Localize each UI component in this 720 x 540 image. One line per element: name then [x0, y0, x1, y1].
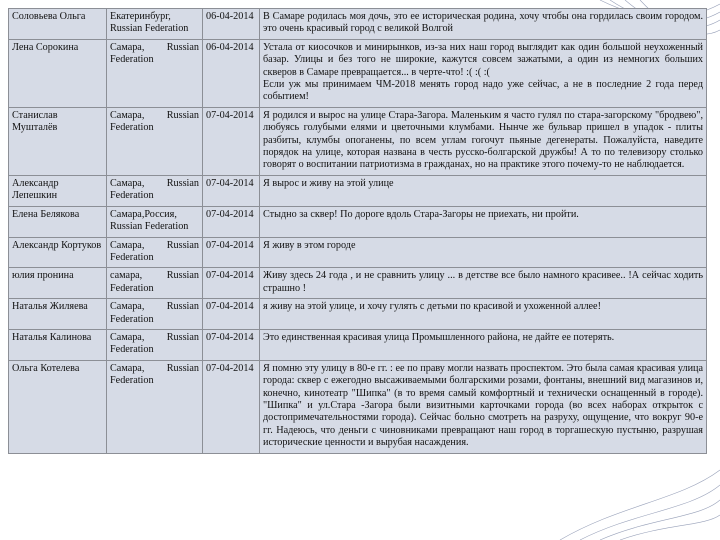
signer-name: Станислав Мушталёв — [9, 107, 107, 175]
petition-table-container — [8, 8, 706, 454]
table-row — [9, 175, 707, 206]
signer-name: Соловьева Ольга — [9, 9, 107, 40]
signer-location: Самара, Russian Federation — [107, 360, 203, 453]
petition-signatures-table — [8, 8, 707, 454]
table-row — [9, 39, 707, 107]
signature-date: 06-04-2014 — [203, 9, 260, 40]
signer-name: юлия пронина — [9, 268, 107, 299]
table-row — [9, 237, 707, 268]
signer-location: Самара, Russian Federation — [107, 299, 203, 330]
table-row — [9, 9, 707, 40]
signer-name: Наталья Калинова — [9, 329, 107, 360]
signer-location: Самара, Russian Federation — [107, 329, 203, 360]
signature-date: 07-04-2014 — [203, 206, 260, 237]
signer-name: Александр Лепешкин — [9, 175, 107, 206]
table-row — [9, 360, 707, 453]
signer-comment: Я вырос и живу на этой улице — [260, 175, 707, 206]
signature-date: 07-04-2014 — [203, 329, 260, 360]
signer-location: Екатеринбург, Russian Federation — [107, 9, 203, 40]
signer-location: Самара, Russian Federation — [107, 237, 203, 268]
signer-name: Наталья Жиляева — [9, 299, 107, 330]
signature-date: 07-04-2014 — [203, 299, 260, 330]
signer-location: Самара,Россия, Russian Federation — [107, 206, 203, 237]
corner-swoosh-bottom-right — [560, 470, 720, 540]
signer-comment: В Самаре родилась моя дочь, это ее историческая родина, хочу чтобы она гордилась своим городом. это очень красивый город с великой Волгой — [260, 9, 707, 40]
signer-location: Самара, Russian Federation — [107, 107, 203, 175]
signer-comment: Живу здесь 24 года , и не сравнить улицу ... в детстве все было намного красивее.. !А сейчас ходить страшно ! — [260, 268, 707, 299]
signer-name: Ольга Котелева — [9, 360, 107, 453]
signer-location: Самара, Russian Federation — [107, 39, 203, 107]
table-row — [9, 206, 707, 237]
table-row — [9, 107, 707, 175]
signer-name: Елена Белякова — [9, 206, 107, 237]
signer-comment: Устала от киосочков и минирынков, из-за них наш город выглядит как один большой неухоженный базар. Улицы и без того не широкие, кажутся совсем зажатыми, а один из немногих больших скверов в Самаре превращается... в черте-что! :( :( :( Если уж мы принимаем ЧМ-2018 менять город надо уже сейчас, а не в последние 2 года перед событием! — [260, 39, 707, 107]
signature-date: 07-04-2014 — [203, 175, 260, 206]
signer-name: Александр Кортуков — [9, 237, 107, 268]
signer-name: Лена Сорокина — [9, 39, 107, 107]
signer-comment: я живу на этой улице, и хочу гулять с детьми по красивой и ухоженной аллее! — [260, 299, 707, 330]
signer-location: Самара, Russian Federation — [107, 175, 203, 206]
signature-date: 07-04-2014 — [203, 107, 260, 175]
table-row — [9, 329, 707, 360]
signature-date: 07-04-2014 — [203, 237, 260, 268]
signer-comment: Я помню эту улицу в 80-е гг. : ее по праву могли назвать проспектом. Это была самая красивая улица города: сквер с ежегодно высаживаемыми болгарскими розами, фонтаны, внешний вид магазинов и, конечно, кинотеатр "Шипка" (в то время самый комфортный и технически оснащенный в городе). "Шипка" и ул.Стара -Загора были визитными карточками города (во всех наборах открыток с достопримечательностями города). Сейчас больно смотреть на разруху, ощущение, что вокруг 90-е гг. Надеюсь, что деньги с чиновниками превращают наш город в торгашескую пустыню, разрушая исторические ценности и вырубая насаждения. — [260, 360, 707, 453]
table-row — [9, 299, 707, 330]
signer-comment: Я живу в этом городе — [260, 237, 707, 268]
signature-date: 07-04-2014 — [203, 268, 260, 299]
signer-comment: Стыдно за сквер! По дороге вдоль Стара-Загоры не приехать, ни пройти. — [260, 206, 707, 237]
signature-date: 07-04-2014 — [203, 360, 260, 453]
table-row — [9, 268, 707, 299]
signer-comment: Это единственная красивая улица Промышленного района, не дайте ее потерять. — [260, 329, 707, 360]
signature-date: 06-04-2014 — [203, 39, 260, 107]
signer-location: самара, Russian Federation — [107, 268, 203, 299]
signer-comment: Я родился и вырос на улице Стара-Загора. Маленьким я часто гулял по стара-загорскому "бродвею", любуясь голубыми елями и цветочными клумбами. Нынче же бульвар пришел в упадок - плиты разбиты, клумбы опоганены, по всем углам гогочут пьяные дегенераты. Пожалуйста, наведите порядок на улице, которая названа в честь русско-болгарской дружбы! А то по телевизору столько говорят о воспитании патриотизма в гражданах, но на практике этого почему-то не наблюдается. — [260, 107, 707, 175]
